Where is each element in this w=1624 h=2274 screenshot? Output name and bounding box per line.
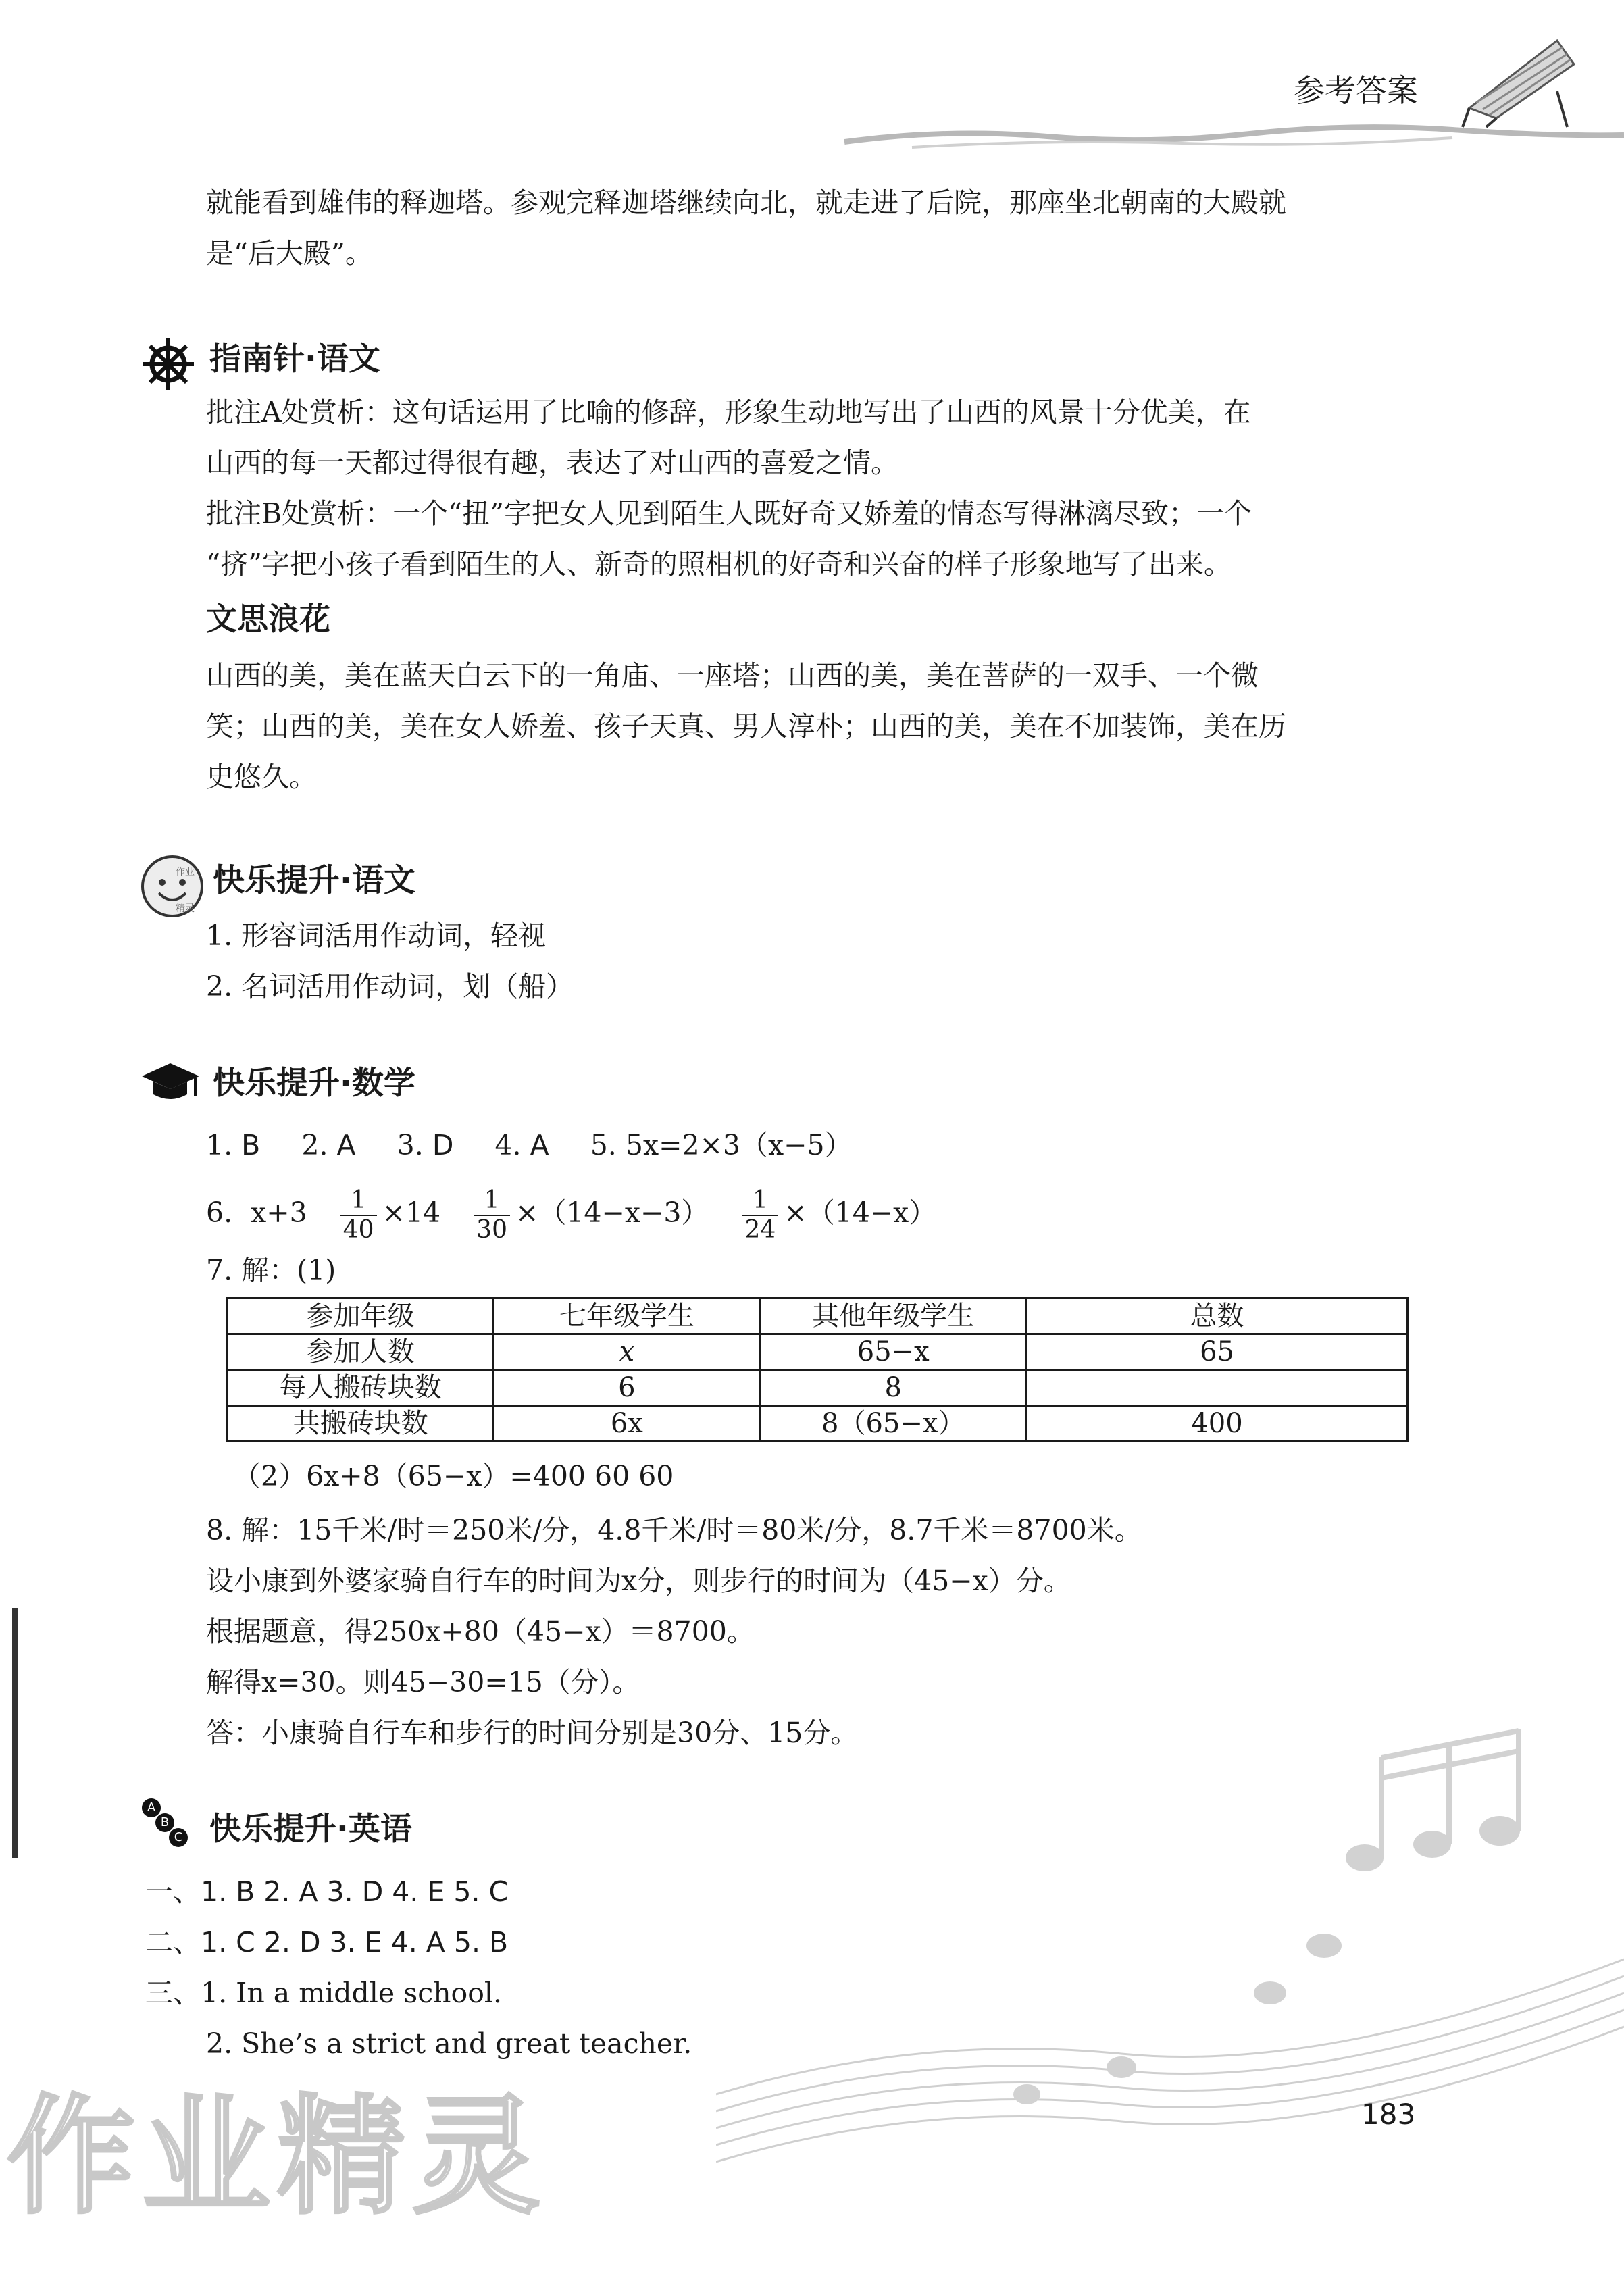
badge-text-top: 作业 bbox=[176, 867, 195, 878]
header-wave-decoration bbox=[844, 115, 1624, 155]
math-q6: 6. x+3 $\frac{1}{40}$ ×14 $\frac{1}{30}$ ×（14−x−3） $\frac{1}{24}$ ×（14−x） bbox=[206, 1186, 937, 1244]
math-q8-line-2: 设小康到外婆家骑自行车的时间为x分，则步行的时间为（45−x）分。 bbox=[206, 1565, 1071, 1597]
abc-icon bbox=[142, 1798, 193, 1849]
fraction-1-40: $\frac{1}{40}$ bbox=[340, 1186, 377, 1244]
music-notes-decoration bbox=[716, 1716, 1624, 2202]
table-cell: 6 bbox=[494, 1370, 760, 1406]
abc-letter-c: C bbox=[169, 1828, 188, 1847]
intro-line-1: 就能看到雄伟的释迦塔。参观完释迦塔继续向北，就走进了后院，那座坐北朝南的大殿就 bbox=[206, 186, 1286, 219]
compass-sub-line-2: 笑；山西的美，美在女人娇羞、孩子天真、男人淳朴；山西的美，美在不加装饰，美在历 bbox=[206, 710, 1286, 742]
math-section-title: 快乐提升·数学 bbox=[213, 1065, 415, 1102]
chinese-item-2: 2. 名词活用作动词，划（船） bbox=[206, 970, 574, 1003]
compass-line-4: “挤”字把小孩子看到陌生的人、新奇的照相机的好奇和兴奋的样子形象地写了出来。 bbox=[206, 548, 1232, 580]
table-header-row bbox=[228, 1298, 1408, 1334]
math-q8-line-4: 解得x=30。则45−30=15（分）。 bbox=[206, 1666, 640, 1698]
english-part-1: 一、1. B 2. A 3. D 4. E 5. C bbox=[145, 1875, 509, 1908]
english-part-3: 三、1. In a middle school. bbox=[145, 1977, 503, 2009]
beach-chair-icon bbox=[1456, 27, 1584, 128]
brick-table bbox=[226, 1297, 1409, 1442]
compass-line-1: 批注A处赏析：这句话运用了比喻的修辞，形象生动地写出了山西的风景十分优美，在 bbox=[206, 396, 1251, 428]
abc-letter-b: B bbox=[155, 1813, 174, 1832]
compass-sub-line-1: 山西的美，美在蓝天白云下的一角庙、一座塔；山西的美，美在菩萨的一双手、一个微 bbox=[206, 659, 1259, 692]
header-title: 参考答案 bbox=[1294, 72, 1418, 109]
table-row bbox=[228, 1370, 1408, 1406]
table-header-cell: 七年级学生 bbox=[494, 1298, 760, 1334]
table-cell: 400 bbox=[1027, 1406, 1408, 1442]
table-header-cell: 其他年级学生 bbox=[760, 1298, 1027, 1334]
table-row bbox=[228, 1334, 1408, 1370]
compass-section-title: 指南针·语文 bbox=[209, 340, 380, 378]
ship-wheel-icon bbox=[141, 336, 196, 392]
table-row bbox=[228, 1406, 1408, 1442]
table-cell: 共搬砖块数 bbox=[228, 1406, 494, 1442]
compass-subtitle: 文思浪花 bbox=[206, 601, 330, 637]
english-part-2: 二、1. C 2. D 3. E 4. A 5. B bbox=[145, 1926, 509, 1959]
table-cell bbox=[1027, 1370, 1408, 1406]
intro-line-2: 是“后大殿”。 bbox=[206, 237, 373, 270]
table-cell: 8（65−x） bbox=[760, 1406, 1027, 1442]
english-section-title: 快乐提升·英语 bbox=[209, 1811, 412, 1848]
smiley-badge-icon bbox=[138, 853, 206, 920]
table-cell: 6x bbox=[494, 1406, 760, 1442]
english-part-3-item-2: 2. She’s a strict and great teacher. bbox=[206, 2027, 692, 2060]
math-q7-part2: （2）6x+8（65−x）=400 60 60 bbox=[233, 1460, 674, 1492]
math-q1-5: 1. B 2. A 3. D 4. A 5. 5x=2×3（x−5） bbox=[206, 1129, 853, 1161]
table-cell: 65 bbox=[1027, 1334, 1408, 1370]
table-cell: 65−x bbox=[760, 1334, 1027, 1370]
fraction-1-30: $\frac{1}{30}$ bbox=[474, 1186, 510, 1244]
watermark: 作业精灵 bbox=[7, 2082, 548, 2231]
badge-text-bottom: 精灵 bbox=[176, 903, 195, 914]
scan-edge-mark bbox=[12, 1608, 18, 1858]
page-number: 183 bbox=[1361, 2098, 1416, 2131]
table-cell: 每人搬砖块数 bbox=[228, 1370, 494, 1406]
math-q7-intro: 7. 解：(1) bbox=[206, 1254, 336, 1286]
chinese-item-1: 1. 形容词活用作动词，轻视 bbox=[206, 919, 547, 952]
compass-sub-line-3: 史悠久。 bbox=[206, 761, 317, 793]
math-q8-line-1: 8. 解：15千米/时＝250米/分，4.8千米/时＝80米/分，8.7千米＝8700米。 bbox=[206, 1514, 1142, 1546]
table-header-cell: 总数 bbox=[1027, 1298, 1408, 1334]
math-q8-line-5: 答：小康骑自行车和步行的时间分别是30分、15分。 bbox=[206, 1717, 859, 1749]
compass-line-2: 山西的每一天都过得很有趣，表达了对山西的喜爱之情。 bbox=[206, 447, 898, 479]
table-cell: 参加人数 bbox=[228, 1334, 494, 1370]
abc-letter-a: A bbox=[142, 1798, 161, 1817]
chinese-section-title: 快乐提升·语文 bbox=[213, 862, 415, 899]
table-header-cell: 参加年级 bbox=[228, 1298, 494, 1334]
graduation-cap-icon bbox=[138, 1059, 203, 1107]
math-q8-line-3: 根据题意，得250x+80（45−x）＝8700。 bbox=[206, 1615, 755, 1648]
compass-line-3: 批注B处赏析：一个“扭”字把女人见到陌生人既好奇又娇羞的情态写得淋漓尽致；一个 bbox=[206, 497, 1252, 530]
table-cell: 8 bbox=[760, 1370, 1027, 1406]
table-cell: x bbox=[494, 1334, 760, 1370]
fraction-1-24: $\frac{1}{24}$ bbox=[742, 1186, 778, 1244]
